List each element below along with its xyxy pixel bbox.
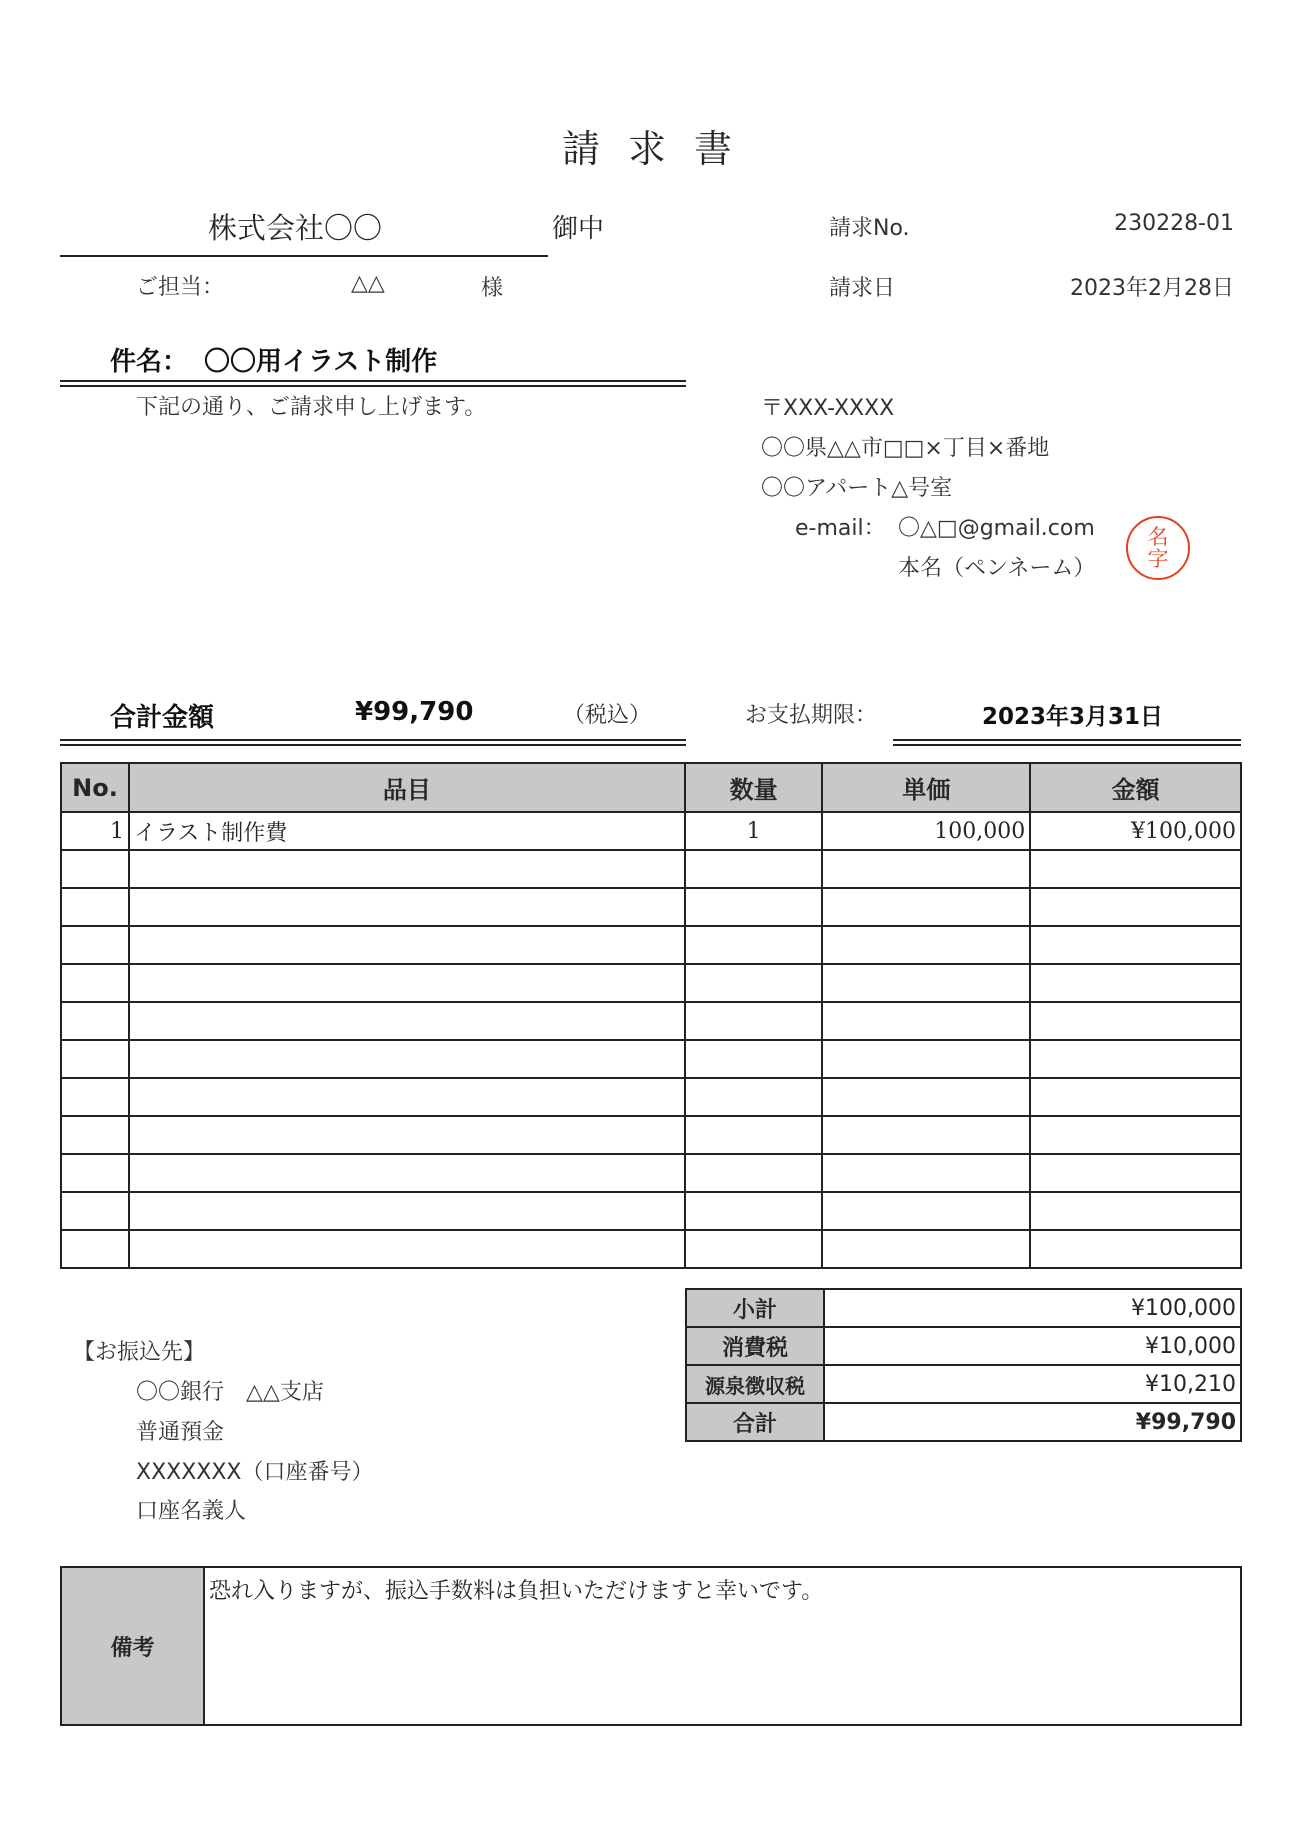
cell-qty (685, 1116, 823, 1154)
title-char: 書 (694, 127, 733, 171)
table-row (61, 1116, 1241, 1154)
header-item: 品目 (129, 763, 685, 812)
cell-no (61, 1230, 129, 1268)
items-header-row (61, 763, 1241, 812)
cell-unit-price (822, 1230, 1030, 1268)
invoice-date-label: 請求日 (829, 276, 896, 301)
issuer-email: 〇△□@gmail.com (898, 516, 1095, 541)
table-row (61, 1078, 1241, 1116)
cell-unit-price (822, 1002, 1030, 1040)
withholding-value: ¥10,210 (824, 1365, 1241, 1403)
grand-total-label: 合計 (686, 1403, 824, 1441)
cell-amount: ¥100,000 (1030, 812, 1241, 850)
items-table (60, 762, 1242, 1269)
cell-qty (685, 1078, 823, 1116)
cell-unit-price (822, 1040, 1030, 1078)
total-label: 合計金額 (110, 703, 215, 733)
cell-qty (685, 1154, 823, 1192)
person-name: △△ (351, 271, 385, 296)
cell-no (61, 1002, 129, 1040)
person-label: ご担当： (136, 275, 225, 300)
subtotal-label: 小計 (686, 1289, 824, 1327)
client-company: 株式会社〇〇 (208, 211, 383, 245)
table-row (61, 1002, 1241, 1040)
table-row (61, 1192, 1241, 1230)
cell-no (61, 964, 129, 1002)
subject-underline (60, 380, 686, 387)
tax-note: （税込） (563, 703, 652, 728)
issuer-postal: 〒XXX-XXXX (761, 396, 895, 421)
header-amount: 金額 (1030, 763, 1241, 812)
cell-amount (1030, 1230, 1241, 1268)
subject-label: 件名： (110, 347, 189, 377)
cell-amount (1030, 1040, 1241, 1078)
cell-amount (1030, 1002, 1241, 1040)
totals-row-withholding (686, 1365, 1241, 1403)
invoice-date-value: 2023年2月28日 (1070, 276, 1234, 301)
header-qty: 数量 (685, 763, 823, 812)
tax-label: 消費税 (686, 1327, 824, 1365)
bank-heading: 【お振込先】 (73, 1340, 206, 1365)
cell-unit-price (822, 964, 1030, 1002)
header-unit-price: 単価 (822, 763, 1030, 812)
table-row (61, 812, 1241, 850)
subject-value: 〇〇用イラスト制作 (204, 347, 438, 377)
cell-qty (685, 1040, 823, 1078)
cell-amount (1030, 888, 1241, 926)
cell-qty (685, 926, 823, 964)
table-row (61, 964, 1241, 1002)
cell-item (129, 1002, 685, 1040)
totals-row-tax (686, 1327, 1241, 1365)
cell-qty (685, 850, 823, 888)
issuer-name: 本名（ペンネーム） (898, 556, 1096, 581)
bank-line2: 普通預金 (136, 1420, 225, 1445)
table-row (61, 850, 1241, 888)
cell-unit-price (822, 1192, 1030, 1230)
title-char: 求 (627, 127, 666, 171)
bank-line4: 口座名義人 (136, 1499, 247, 1524)
client-honorific: 御中 (552, 214, 605, 244)
issuer-address2: 〇〇アパート△号室 (761, 476, 953, 501)
person-honorific: 様 (481, 276, 504, 301)
header-no: No. (61, 763, 129, 812)
cell-no (61, 1116, 129, 1154)
cell-item: イラスト制作費 (129, 812, 685, 850)
cell-no (61, 1192, 129, 1230)
stamp-char: 名 (1147, 525, 1169, 549)
cell-item (129, 1192, 685, 1230)
cell-amount (1030, 1154, 1241, 1192)
cell-no: 1 (61, 812, 129, 850)
due-underline (893, 739, 1241, 746)
document-title (0, 118, 1294, 173)
due-value: 2023年3月31日 (982, 704, 1164, 730)
client-underline (60, 255, 548, 257)
withholding-label: 源泉徴収税 (686, 1365, 824, 1403)
bank-line3: XXXXXXX（口座番号） (136, 1460, 374, 1485)
remarks-row (61, 1567, 1241, 1725)
cell-no (61, 850, 129, 888)
cell-amount (1030, 1078, 1241, 1116)
remarks-text: 恐れ入りますが、振込手数料は負担いただけますと幸いです。 (204, 1567, 1241, 1725)
cell-item (129, 1116, 685, 1154)
grand-total-value: ¥99,790 (824, 1403, 1241, 1441)
cell-unit-price (822, 850, 1030, 888)
cell-item (129, 1230, 685, 1268)
cell-unit-price (822, 926, 1030, 964)
cell-unit-price (822, 1116, 1030, 1154)
cell-no (61, 1078, 129, 1116)
cell-no (61, 888, 129, 926)
cell-amount (1030, 850, 1241, 888)
cell-item (129, 1040, 685, 1078)
cell-item (129, 926, 685, 964)
totals-row-total (686, 1403, 1241, 1441)
cell-qty (685, 1002, 823, 1040)
table-row (61, 888, 1241, 926)
due-label: お支払期限： (745, 703, 878, 728)
cell-amount (1030, 964, 1241, 1002)
cell-item (129, 850, 685, 888)
cell-amount (1030, 1192, 1241, 1230)
subject-note: 下記の通り、ご請求申し上げます。 (136, 395, 487, 420)
tax-value: ¥10,000 (824, 1327, 1241, 1365)
cell-unit-price (822, 888, 1030, 926)
cell-no (61, 1154, 129, 1192)
cell-qty (685, 1230, 823, 1268)
invoice-no-value: 230228-01 (1114, 211, 1234, 236)
cell-qty (685, 888, 823, 926)
table-row (61, 926, 1241, 964)
cell-amount (1030, 1116, 1241, 1154)
invoice-no-label: 請求No. (829, 216, 910, 241)
cell-unit-price (822, 1078, 1030, 1116)
bank-line1: 〇〇銀行 △△支店 (136, 1380, 324, 1405)
cell-amount (1030, 926, 1241, 964)
cell-item (129, 964, 685, 1002)
totals-row-subtotal (686, 1289, 1241, 1327)
cell-unit-price (822, 1154, 1030, 1192)
issuer-address1: 〇〇県△△市□□×丁目×番地 (761, 436, 1050, 461)
cell-no (61, 926, 129, 964)
cell-no (61, 1040, 129, 1078)
cell-unit-price: 100,000 (822, 812, 1030, 850)
cell-item (129, 888, 685, 926)
stamp-char: 字 (1147, 547, 1169, 571)
remarks-table (60, 1566, 1242, 1726)
total-underline (60, 739, 686, 746)
subtotal-value: ¥100,000 (824, 1289, 1241, 1327)
table-row (61, 1040, 1241, 1078)
cell-qty (685, 1192, 823, 1230)
cell-item (129, 1078, 685, 1116)
title-char: 請 (561, 127, 600, 171)
cell-qty: 1 (685, 812, 823, 850)
total-value: ¥99,790 (355, 697, 474, 727)
table-row (61, 1154, 1241, 1192)
name-seal-stamp (1126, 516, 1190, 580)
totals-table (685, 1288, 1242, 1442)
issuer-email-label: e-mail： (795, 516, 886, 541)
cell-qty (685, 964, 823, 1002)
cell-item (129, 1154, 685, 1192)
remarks-label: 備考 (61, 1567, 204, 1725)
table-row (61, 1230, 1241, 1268)
